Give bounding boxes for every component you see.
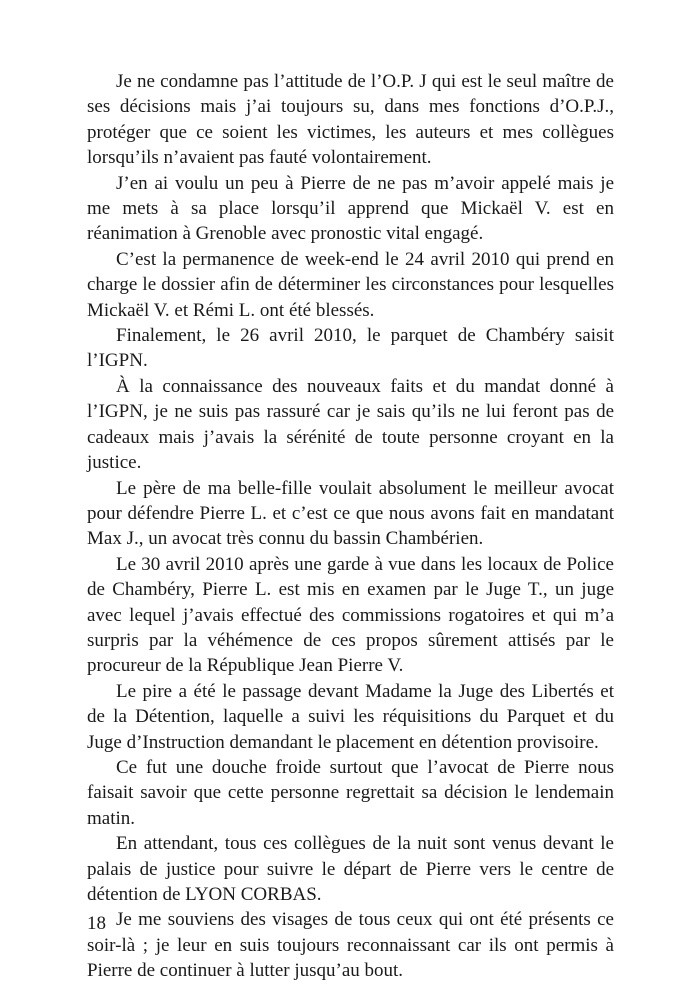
paragraph-8: Le pire a été le passage devant Madame la Juge des Libertés et de la Détention, laquelle a suivi les réquisitions du Parquet et du Juge d’Instruction demandant le placement en détention provisoire. [87,680,614,753]
paragraph-11: Je me souviens des visages de tous ceux qui ont été présents ce soir-là ; je leur en suis toujours reconnaissant car ils ont permis à Pierre de continuer à lutter jusqu’au bout. [87,909,614,982]
paragraph-6: Le père de ma belle-fille voulait absolument le meilleur avocat pour défendre Pierre L. et c’est ce que nous avons fait en mandatant Max J., un avocat très connu du bassin Chambérien. [87,477,614,550]
paragraph-9: Ce fut une douche froide surtout que l’avocat de Pierre nous faisait savoir que cette personne regrettait sa décision le lendemain matin. [87,756,614,829]
paragraph-2: J’en ai voulu un peu à Pierre de ne pas m’avoir appelé mais je me mets à sa place lorsqu’il apprend que Mickaël V. est en réanimation à Grenoble avec pronostic vital engagé. [87,172,614,245]
paragraph-7: Le 30 avril 2010 après une garde à vue dans les locaux de Police de Chambéry, Pierre L. est mis en examen par le Juge T., un juge avec lequel j’avais effectué des commissions rogatoires et qui m’a surpris par la véhémence de ces propos sûrement attisés par le procureur de la République Jean Pierre V. [87,553,614,677]
paragraph-5: À la connaissance des nouveaux faits et du mandat donné à l’IGPN, je ne suis pas rassuré car je sais qu’ils ne lui feront pas de cadeaux mais j’avais la sérénité de toute personne croyant en la justice. [87,375,614,474]
page-number: 18 [87,913,106,934]
paragraph-1: Je ne condamne pas l’attitude de l’O.P. J qui est le seul maître de ses décisions mais j’ai toujours su, dans mes fonctions d’O.P.J., protéger que ce soient les victimes, les auteurs et mes collègues lorsqu’ils n’avaient pas fauté volontairement. [87,71,614,169]
paragraph-3: C’est la permanence de week-end le 24 avril 2010 qui prend en charge le dossier afin de déterminer les circonstances pour lesquelles Mickaël V. et Rémi L. ont été blessés. [87,248,614,321]
body-text [87,69,614,984]
paragraph-4: Finalement, le 26 avril 2010, le parquet de Chambéry saisit l’IGPN. [87,325,614,372]
paragraph-10: En attendant, tous ces collègues de la nuit sont venus devant le palais de justice pour suivre le départ de Pierre vers le centre de détention de LYON CORBAS. [87,833,614,905]
